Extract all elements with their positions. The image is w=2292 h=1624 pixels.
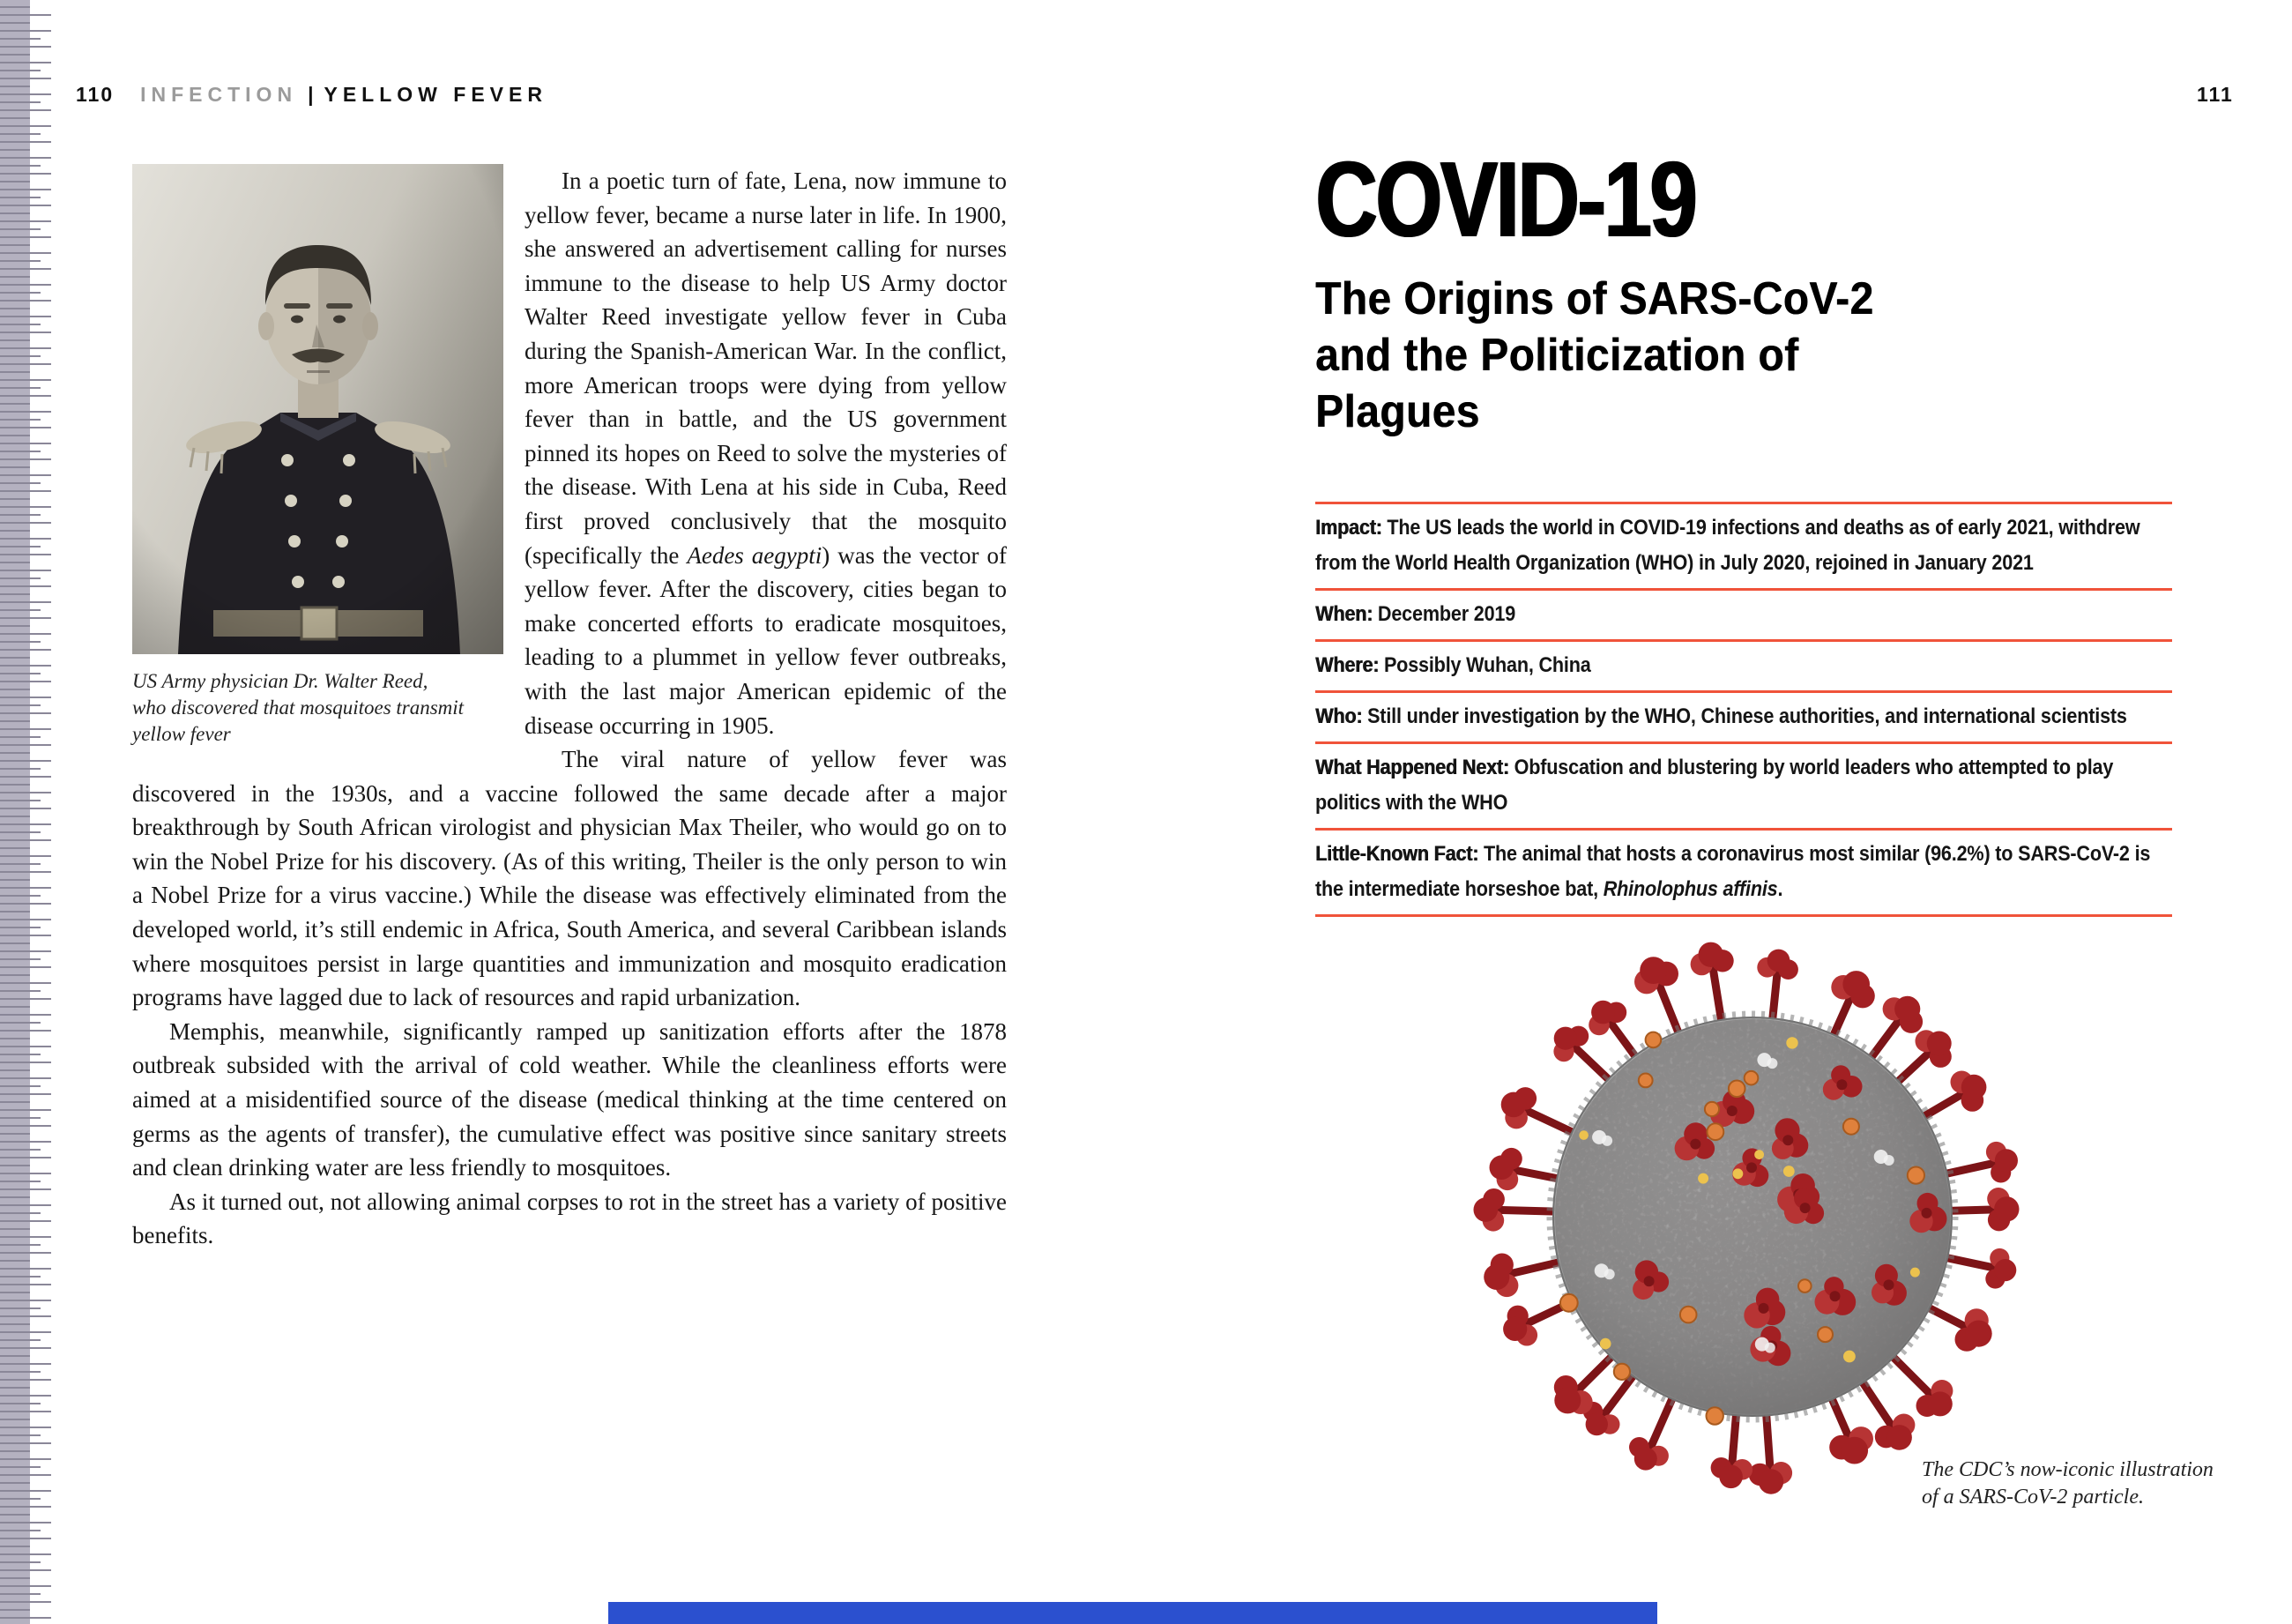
walter-reed-photo — [132, 164, 503, 654]
header-separator-bar: | — [308, 83, 314, 106]
virus-caption-line: The CDC’s now-iconic illustration — [1922, 1458, 2214, 1481]
fact-when — [1315, 588, 2172, 639]
fact-text: Possibly Wuhan, China — [1383, 653, 1591, 677]
fact-label: Where: — [1315, 653, 1380, 677]
photo-caption-line: yellow fever — [132, 723, 231, 745]
covid-title: COVID-19 — [1315, 139, 1695, 259]
fact-where — [1315, 639, 2172, 690]
paragraph-vaccine: The viral nature of yellow fever was discovered in the 1930s, and a vaccine followed the same decade after a major breakthrough by South African virologist and physician Max Theiler, who would go on to win the Nobel Prize for his discovery. (As of this writing, Theiler is the only person to win a Nobel Prize for a virus vaccine.) While the disease was effectively eliminated from the developed world, it’s still endemic in Africa, South America, and several Caribbean islands where mosquitoes persist in large quantities and immunization and mosquito eradication programs have lagged due to lack of resources and rapid urbanization. — [132, 746, 1007, 1011]
fact-label: Who: — [1315, 704, 1363, 728]
virus-caption-line: of a SARS-CoV-2 particle. — [1922, 1486, 2144, 1509]
fact-who — [1315, 690, 2172, 741]
sars-cov-2-illustration — [1409, 899, 2096, 1543]
fact-impact — [1315, 502, 2172, 588]
fact-text: . — [1777, 877, 1783, 901]
paragraph-text: In a poetic turn of fate, Lena, now immune to yellow fever, became a nurse later in life. In 1900, she answered an advertisement calling for nurses immune to the disease to help US Army doctor Walter Reed investigate yellow fever in Cuba during the Spanish-American War. In the conflict, more American troops were dying from yellow fever than in battle, and the US government pinned its hopes on Reed to solve the mysteries of the disease. With Lena at his side in Cuba, Reed first proved conclusively that the mosquito (specifically the — [525, 168, 1007, 569]
fact-text: The animal that hosts a coronavirus most similar (96.2%) to SARS-CoV-2 is the intermediate horseshoe bat, — [1315, 842, 2151, 901]
right-page-number: 111 — [2197, 83, 2234, 106]
left-page-header — [76, 83, 547, 107]
chapter-label: YELLOW FEVER — [324, 83, 547, 106]
fact-text: December 2019 — [1377, 602, 1516, 626]
photo-caption-line: who discovered that mosquitoes transmit — [132, 697, 465, 719]
fact-label: What Happened Next: — [1315, 756, 1509, 779]
fact-text: Obfuscation and blustering by world leaders who attempted to play politics with the WHO — [1315, 756, 2114, 815]
fact-text: Still under investigation by the WHO, Chinese authorities, and international scientists — [1367, 704, 2127, 728]
fact-label: Little-Known Fact: — [1315, 842, 1479, 866]
fact-what-happened-next — [1315, 741, 2172, 828]
paragraph-memphis: Memphis, meanwhile, significantly ramped up sanitization efforts after the 1878 outbreak subsided with the arrival of cold weather. While the cleanliness efforts were aimed at a misidentified source of the disease (medical thinking at the time centered on germs as the agents of transfer), the cumulative effect was positive since sanitary streets and clean drinking water are less friendly to mosquitoes. — [132, 1017, 1007, 1181]
yellow-fever-article — [132, 164, 1007, 1253]
fact-list — [1315, 502, 2172, 917]
walter-reed-figure — [132, 164, 525, 776]
book-cover-edge — [608, 1602, 1657, 1624]
covid-subtitle — [1315, 271, 1931, 440]
section-label: INFECTION — [140, 83, 298, 106]
photo-caption — [132, 668, 525, 748]
covid-article — [1315, 139, 2175, 917]
covid-subtitle-line: and the Politicization of Plagues — [1315, 330, 1799, 437]
photo-caption-line: US Army physician Dr. Walter Reed, — [132, 670, 428, 692]
covid-subtitle-line: The Origins of SARS-CoV-2 — [1315, 273, 1874, 324]
species-name-italic: Rhinolophus affinis — [1603, 877, 1778, 901]
book-page-edges — [0, 0, 30, 1624]
paragraph-text: ) was the vector of yellow fever. After the discovery, cities began to make concerted efforts to eradicate mosquitoes, leading to a plummet in yellow fever outbreaks, with the last major American epidemic of the disease occurring in 1905. — [525, 541, 1007, 739]
paragraph-benefits: As it turned out, not allowing animal corpses to rot in the street has a variety of positive benefits. — [132, 1188, 1007, 1249]
portrait-illustration — [132, 164, 503, 654]
fact-label: When: — [1315, 602, 1373, 626]
fact-label: Impact: — [1315, 516, 1382, 540]
fact-text: The US leads the world in COVID-19 infections and deaths as of early 2021, withdrew from the World Health Organization (WHO) in July 2020, rejoined in January 2021 — [1315, 516, 2140, 575]
left-page-number: 110 — [76, 83, 115, 106]
species-name-italic: Aedes aegypti — [687, 541, 822, 569]
virus-caption — [1922, 1456, 2214, 1511]
